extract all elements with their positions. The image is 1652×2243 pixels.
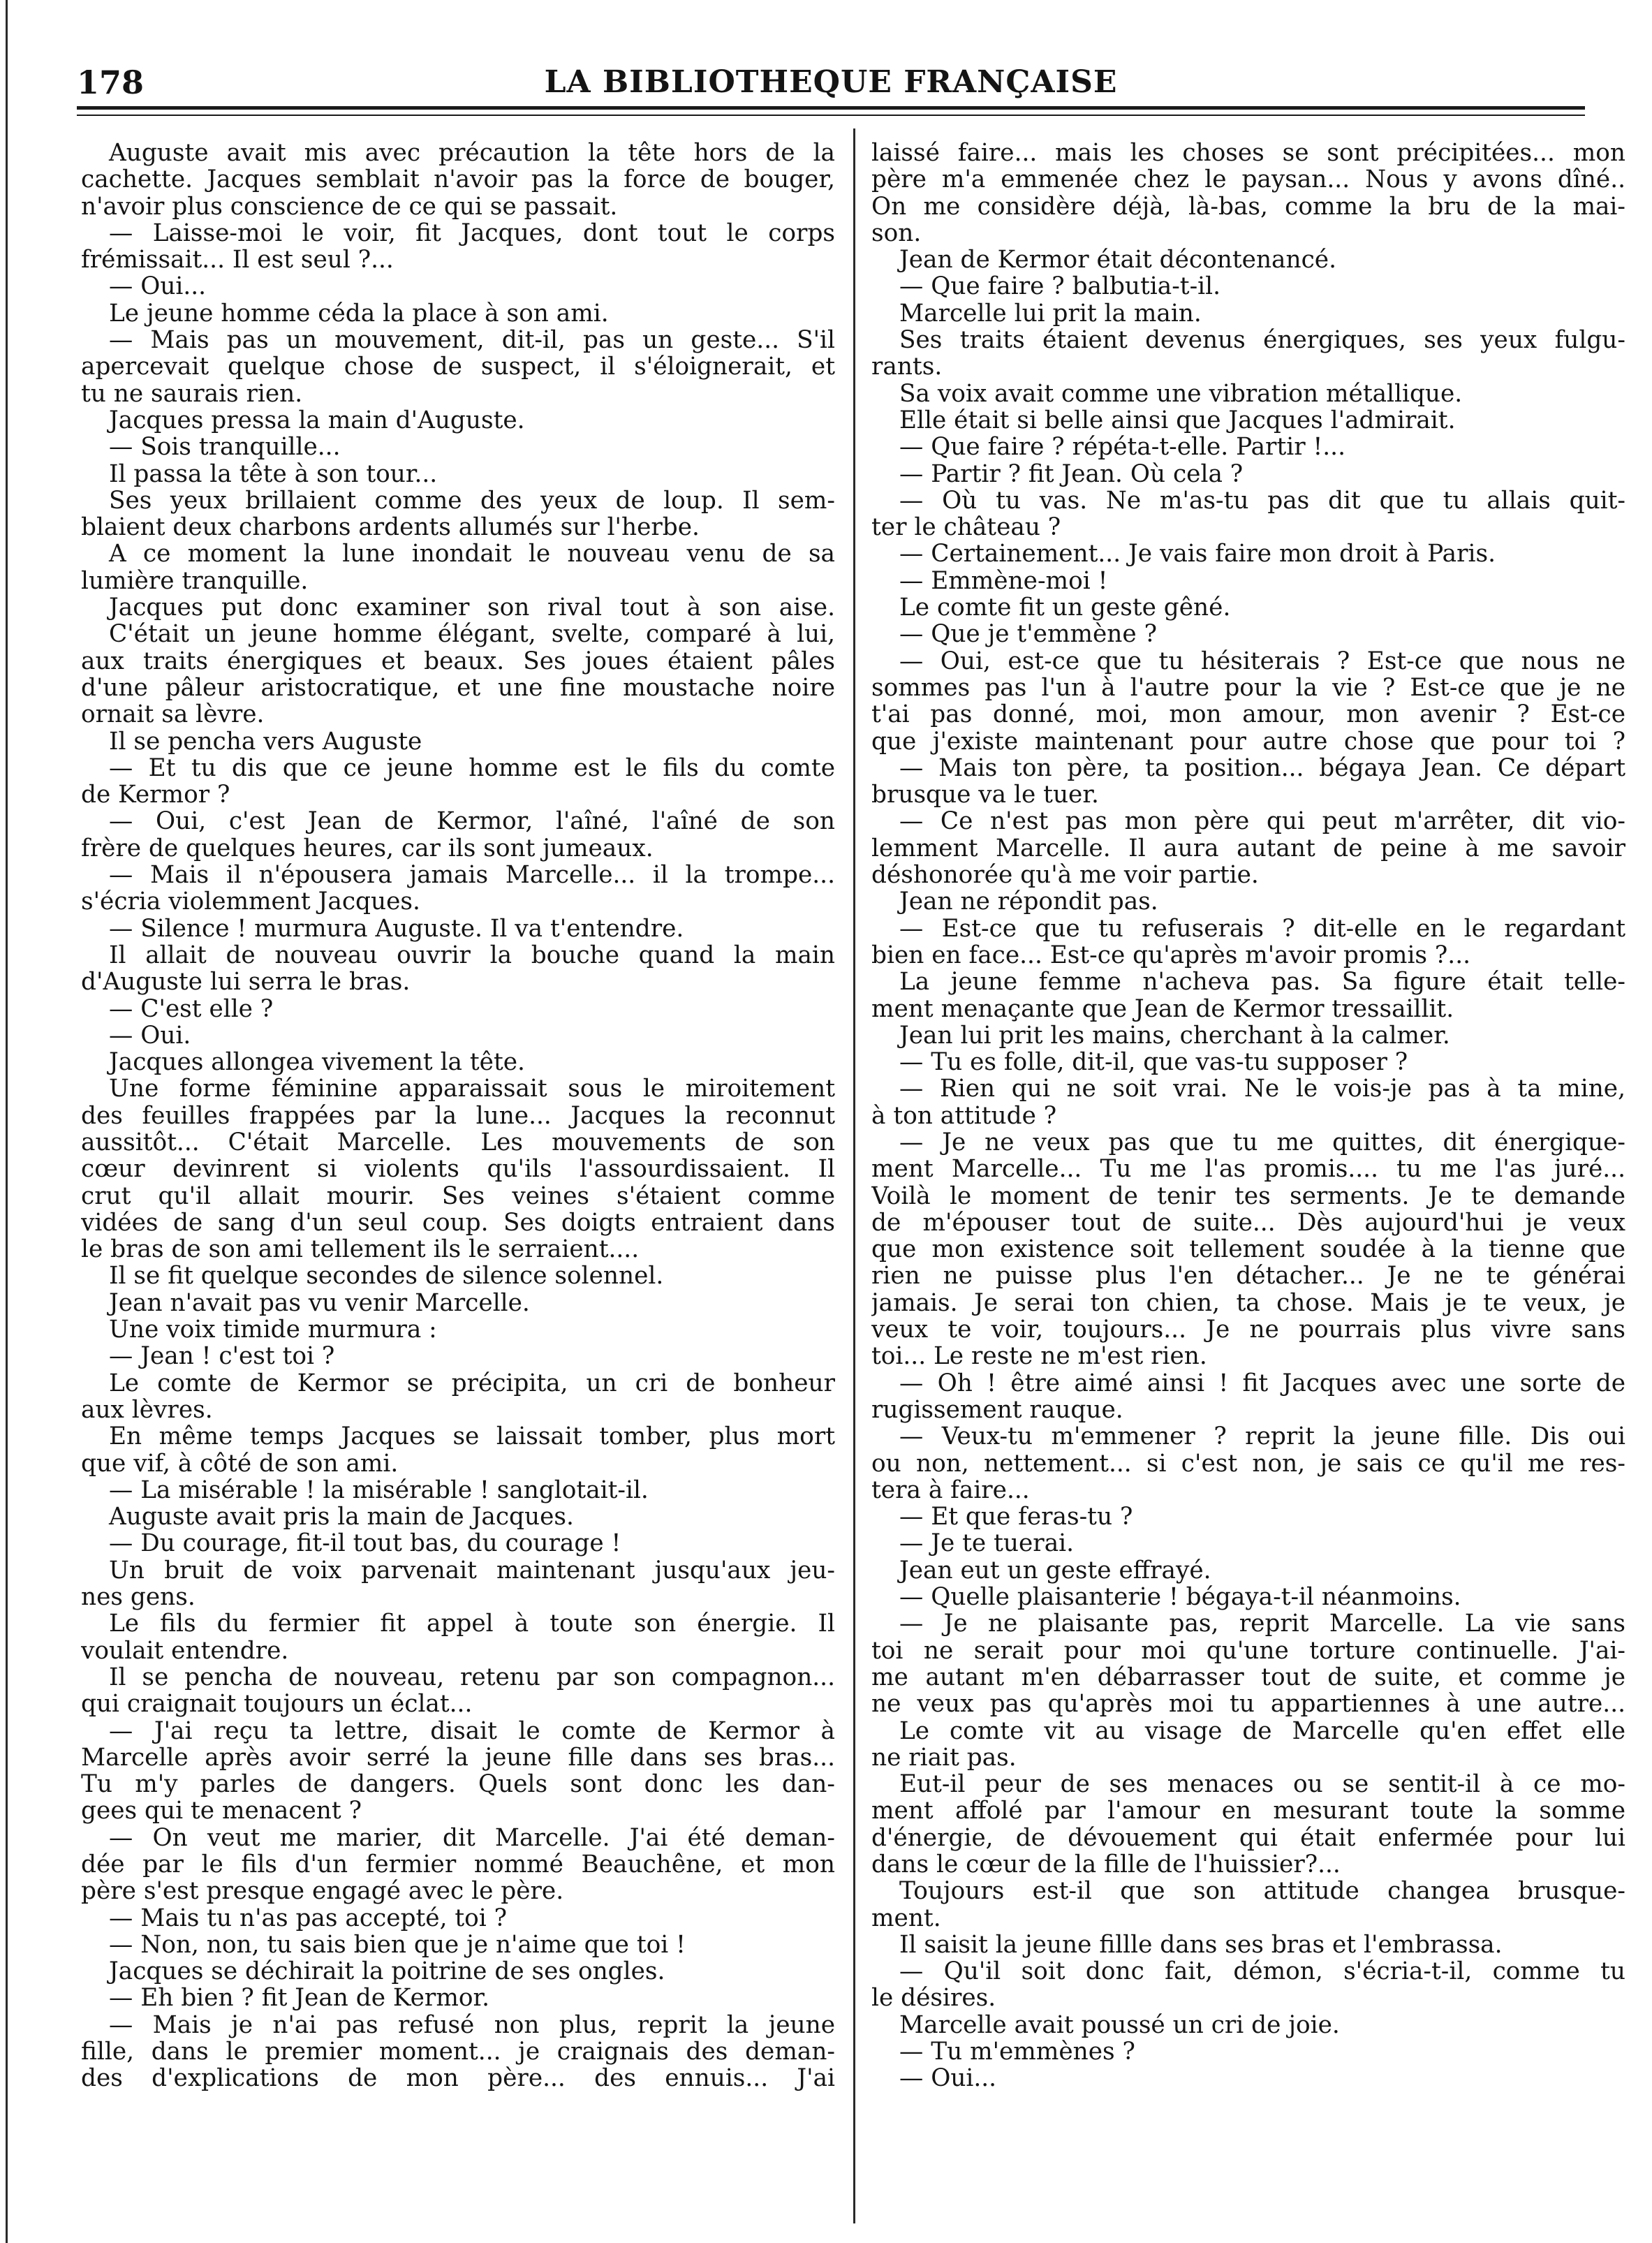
text-line: En même temps Jacques se laissait tomber, plus mort — [109, 1423, 835, 1450]
text-line: — J'ai reçu ta lettre, disait le comte de Kermor à — [109, 1717, 835, 1744]
text-line: ment menaçante que Jean de Kermor tressaillit. — [871, 995, 1454, 1022]
text-line: ornait sa lèvre. — [81, 701, 265, 728]
text-line: ne riait pas. — [871, 1744, 1017, 1772]
text-line: Elle était si belle ainsi que Jacques l'admirait. — [899, 406, 1456, 434]
header-rule-thick — [77, 106, 1585, 110]
text-line: rien ne puisse plus l'en détacher... Je ne te générai — [871, 1263, 1625, 1290]
text-line: — Rien qui ne soit vrai. Ne le vois-je pas à ta mine, — [899, 1075, 1625, 1103]
text-line: nes gens. — [81, 1584, 196, 1611]
text-line: — Tu m'emmènes ? — [899, 2038, 1135, 2066]
text-line: — Oh ! être aimé ainsi ! fit Jacques avec une sorte de — [899, 1369, 1625, 1397]
text-line: — Jean ! c'est toi ? — [109, 1343, 335, 1370]
text-line: crut qu'il allait mourir. Ses veines s'étaient comme — [81, 1182, 835, 1209]
text-line: — On veut me marier, dit Marcelle. J'ai été deman- — [109, 1824, 835, 1851]
text-line: Il saisit la jeune fillle dans ses bras et l'embrassa. — [899, 1931, 1503, 1959]
text-line: que vif, à côté de son ami. — [81, 1450, 399, 1477]
text-line: — Mais il n'épousera jamais Marcelle... il la trompe... — [109, 862, 835, 889]
text-line: cachette. Jacques semblait n'avoir pas la force de bouger, — [81, 166, 835, 193]
text-line: Ses yeux brillaient comme des yeux de loup. Il sem- — [109, 487, 835, 515]
text-line: Marcelle avait poussé un cri de joie. — [899, 2011, 1340, 2039]
text-line: qui craignait toujours un éclat... — [81, 1691, 473, 1718]
text-line: — La misérable ! la misérable ! sanglotait-il. — [109, 1476, 649, 1504]
text-line: t'ai pas donné, moi, mon amour, mon avenir ? Est-ce — [871, 701, 1625, 728]
text-line: ter le château ? — [871, 514, 1061, 541]
text-line: — Où tu vas. Ne m'as-tu pas dit que tu allais quit- — [899, 487, 1625, 515]
text-line: Le comte de Kermor se précipita, un cri de bonheur — [109, 1369, 835, 1397]
text-line: Il passa la tête à son tour... — [109, 460, 438, 487]
text-line: à ton attitude ? — [871, 1102, 1057, 1129]
page-header — [77, 61, 1585, 103]
text-line: — Certainement... Je vais faire mon droit à Paris. — [899, 540, 1496, 568]
text-line: apercevait quelque chose de suspect, il s'éloignerait, et — [81, 353, 835, 381]
text-line: des feuilles frappées par la lune... Jacques la reconnut — [81, 1102, 835, 1129]
text-line: — Oui... — [899, 2065, 997, 2092]
text-line: C'était un jeune homme élégant, svelte, comparé à lui, — [109, 621, 835, 648]
text-column-left — [81, 140, 835, 2092]
text-line: lemment Marcelle. Il aura autant de peine à me savoir — [871, 834, 1625, 862]
running-title: LA BIBLIOTHEQUE FRANÇAISE — [544, 64, 1118, 100]
text-line: d'Auguste lui serra le bras. — [81, 969, 411, 996]
text-line: Sa voix avait comme une vibration métallique. — [899, 380, 1463, 407]
text-line: — Oui. — [109, 1022, 191, 1050]
text-line: toi ne serait pour moi qu'une torture continuelle. J'ai- — [871, 1637, 1625, 1664]
text-line: dans le cœur de la fille de l'huissier?... — [871, 1851, 1341, 1878]
text-line: aux lèvres. — [81, 1396, 213, 1424]
text-line: me autant m'en débarrasser tout de suite, et comme je — [871, 1663, 1625, 1691]
text-line: rugissement rauque. — [871, 1396, 1123, 1424]
text-line: — Mais je n'ai pas refusé non plus, reprit la jeune — [109, 2011, 835, 2039]
text-line: vidées de sang d'un seul coup. Ses doigts entraient dans — [81, 1209, 835, 1237]
text-line: Un bruit de voix parvenait maintenant jusqu'aux jeu- — [109, 1557, 835, 1584]
text-line: Jacques allongea vivement la tête. — [109, 1049, 525, 1076]
text-line: Une voix timide murmura : — [109, 1316, 437, 1344]
text-line: voulait entendre. — [81, 1637, 289, 1664]
text-line: fille, dans le premier moment... je craignais des deman- — [81, 2038, 835, 2066]
text-line: bien en face... Est-ce qu'après m'avoir promis ?... — [871, 941, 1471, 969]
text-line: que mon existence soit tellement soudée à la tienne que — [871, 1236, 1625, 1263]
text-line: que j'existe maintenant pour autre chose que pour toi ? — [871, 728, 1625, 755]
text-line: d'énergie, de dévouement qui était enfermée pour lui — [871, 1824, 1625, 1851]
page-number: 178 — [77, 64, 145, 101]
text-line: Ses traits étaient devenus énergiques, ses yeux fulgu- — [899, 327, 1625, 354]
text-line: de m'épouser tout de suite... Dès aujourd'hui je veux — [871, 1209, 1625, 1237]
text-line: d'une pâleur aristocratique, et une fine moustache noire — [81, 674, 835, 702]
text-line: de Kermor ? — [81, 781, 230, 809]
text-line: père s'est presque engagé avec le père. — [81, 1878, 564, 1905]
text-line: — Mais pas un mouvement, dit-il, pas un geste... S'il — [109, 327, 835, 354]
text-line: Jean ne répondit pas. — [899, 888, 1158, 915]
text-line: — Laisse-moi le voir, fit Jacques, dont tout le corps — [109, 219, 835, 247]
text-line: aux traits énergiques et beaux. Ses joues étaient pâles — [81, 647, 835, 675]
text-line: laissé faire... mais les choses se sont précipitées... mon — [871, 140, 1625, 167]
text-line: tera à faire... — [871, 1476, 1030, 1504]
text-line: dée par le fils d'un fermier nommé Beauchêne, et mon — [81, 1851, 835, 1878]
text-line: Tu m'y parles de dangers. Quels sont donc les dan- — [81, 1771, 835, 1798]
text-line: Il se pencha de nouveau, retenu par son compagnon... — [109, 1663, 835, 1691]
text-line: ment affolé par l'amour en mesurant toute la somme — [871, 1797, 1625, 1825]
text-line: — Je ne plaisante pas, reprit Marcelle. La vie sans — [899, 1610, 1625, 1638]
text-line: Il se pencha vers Auguste — [109, 728, 422, 755]
text-line: sommes pas l'un à l'autre pour la vie ? Est-ce que je ne — [871, 674, 1625, 702]
text-line: Une forme féminine apparaissait sous le miroitement — [109, 1075, 835, 1103]
text-line: — Emmène-moi ! — [899, 567, 1108, 595]
text-line: Le jeune homme céda la place à son ami. — [109, 300, 609, 328]
text-line: père m'a emmenée chez le paysan... Nous y avons dîné.. — [871, 166, 1625, 193]
text-line: brusque va le tuer. — [871, 781, 1099, 809]
text-line: aussitôt... C'était Marcelle. Les mouvements de son — [81, 1128, 835, 1156]
text-line: Jean eut un geste effrayé. — [899, 1557, 1211, 1584]
text-line: — Silence ! murmura Auguste. Il va t'entendre. — [109, 915, 684, 942]
text-line: Jean n'avait pas vu venir Marcelle. — [109, 1289, 530, 1317]
text-line: Marcelle après avoir serré la jeune fille dans ses bras... — [81, 1744, 835, 1772]
text-line: déshonorée qu'à me voir partie. — [871, 862, 1259, 889]
text-line: — Je ne veux pas que tu me quittes, dit énergique- — [899, 1128, 1625, 1156]
text-line: — Mais ton père, ta position... bégaya Jean. Ce départ — [899, 754, 1625, 782]
text-line: gees qui te menacent ? — [81, 1797, 362, 1825]
text-line: frémissait... Il est seul ?... — [81, 247, 394, 274]
text-line: Eut-il peur de ses menaces ou se sentit-il à ce mo- — [899, 1771, 1625, 1798]
text-line: — Veux-tu m'emmener ? reprit la jeune fille. Dis oui — [899, 1423, 1625, 1450]
text-line: le bras de son ami tellement ils le serraient.... — [81, 1236, 640, 1263]
text-line: Jacques put donc examiner son rival tout à son aise. — [109, 594, 835, 622]
text-line: — Que je t'emmène ? — [899, 621, 1157, 648]
text-line: — Oui, c'est Jean de Kermor, l'aîné, l'aîné de son — [109, 808, 835, 835]
text-line: tu ne saurais rien. — [81, 380, 303, 407]
text-line: — Je te tuerai. — [899, 1530, 1075, 1557]
text-line: des d'explications de mon père... des ennuis... J'ai — [81, 2065, 835, 2092]
text-line: blaient deux charbons ardents allumés sur l'herbe. — [81, 514, 700, 541]
text-line: Auguste avait mis avec précaution la tête hors de la — [109, 140, 835, 167]
text-line: — Que faire ? balbutia-t-il. — [899, 273, 1221, 300]
text-line: Toujours est-il que son attitude changea brusque- — [899, 1878, 1625, 1905]
text-line: jamais. Je serai ton chien, ta chose. Mais je te veux, je — [871, 1289, 1625, 1317]
text-line: — Du courage, fit-il tout bas, du courage ! — [109, 1530, 621, 1557]
text-line: — Et que feras-tu ? — [899, 1503, 1133, 1531]
text-line: Il allait de nouveau ouvrir la bouche quand la main — [109, 941, 835, 969]
text-line: — Non, non, tu sais bien que je n'aime que toi ! — [109, 1931, 686, 1959]
text-line: — Oui, est-ce que tu hésiterais ? Est-ce que nous ne — [899, 647, 1625, 675]
column-divider — [853, 128, 855, 2223]
text-line: le désires. — [871, 1985, 996, 2012]
text-line: n'avoir plus conscience de ce qui se passait. — [81, 193, 618, 220]
text-line: La jeune femme n'acheva pas. Sa figure était telle- — [899, 969, 1625, 996]
text-line: Jacques se déchirait la poitrine de ses ongles. — [109, 1958, 665, 1985]
text-line: Jean lui prit les mains, cherchant à la calmer. — [899, 1022, 1450, 1050]
text-line: ment Marcelle... Tu me l'as promis.... tu me l'as juré... — [871, 1156, 1625, 1183]
text-line: rants. — [871, 353, 943, 381]
text-line: ou non, nettement... si c'est non, je sais ce qu'il me res- — [871, 1450, 1625, 1477]
text-line: — Tu es folle, dit-il, que vas-tu supposer ? — [899, 1049, 1408, 1076]
text-line: — Partir ? fit Jean. Où cela ? — [899, 460, 1244, 487]
text-line: Le fils du fermier fit appel à toute son énergie. Il — [109, 1610, 835, 1638]
text-line: — Qu'il soit donc fait, démon, s'écria-t-il, comme tu — [899, 1958, 1625, 1985]
text-line: cœur devinrent si violents qu'ils l'assourdissaient. Il — [81, 1156, 835, 1183]
text-line: Le comte vit au visage de Marcelle qu'en effet elle — [899, 1717, 1625, 1744]
text-line: — C'est elle ? — [109, 995, 274, 1022]
text-line: A ce moment la lune inondait le nouveau venu de sa — [109, 540, 835, 568]
text-line: ne veux pas qu'après moi tu appartiennes à une autre... — [871, 1691, 1625, 1718]
text-line: On me considère déjà, là-bas, comme la bru de la mai- — [871, 193, 1625, 220]
text-line: veux te voir, toujours... Je ne pourrais plus vivre sans — [871, 1316, 1625, 1344]
page-edge-rule — [6, 0, 8, 2243]
text-line: Jean de Kermor était décontenancé. — [899, 247, 1336, 274]
text-line: ment. — [871, 1904, 941, 1932]
text-line: frère de quelques heures, car ils sont jumeaux. — [81, 834, 654, 862]
text-line: Le comte fit un geste gêné. — [899, 594, 1231, 622]
text-line: Il se fit quelque secondes de silence solennel. — [109, 1263, 664, 1290]
text-line: — Que faire ? répéta-t-elle. Partir !... — [899, 434, 1345, 461]
text-line: son. — [871, 219, 922, 247]
text-line: lumière tranquille. — [81, 567, 309, 595]
header-rule-thin — [77, 115, 1585, 116]
text-line: Voilà le moment de tenir tes serments. Je te demande — [871, 1182, 1625, 1209]
text-line: — Sois tranquille... — [109, 434, 341, 461]
text-line: Jacques pressa la main d'Auguste. — [109, 406, 525, 434]
text-line: Auguste avait pris la main de Jacques. — [109, 1503, 574, 1531]
text-line: — Ce n'est pas mon père qui peut m'arrêter, dit vio- — [899, 808, 1625, 835]
text-line: — Mais tu n'as pas accepté, toi ? — [109, 1904, 508, 1932]
text-line: toi... Le reste ne m'est rien. — [871, 1343, 1207, 1370]
text-line: — Est-ce que tu refuserais ? dit-elle en le regardant — [899, 915, 1625, 942]
text-line: — Quelle plaisanterie ! bégaya-t-il néanmoins. — [899, 1584, 1461, 1611]
text-line: Marcelle lui prit la main. — [899, 300, 1202, 328]
text-line: — Oui... — [109, 273, 207, 300]
text-line: — Eh bien ? fit Jean de Kermor. — [109, 1985, 490, 2012]
text-line: s'écria violemment Jacques. — [81, 888, 420, 915]
text-column-right — [871, 140, 1625, 2092]
text-line: — Et tu dis que ce jeune homme est le fils du comte — [109, 754, 835, 782]
